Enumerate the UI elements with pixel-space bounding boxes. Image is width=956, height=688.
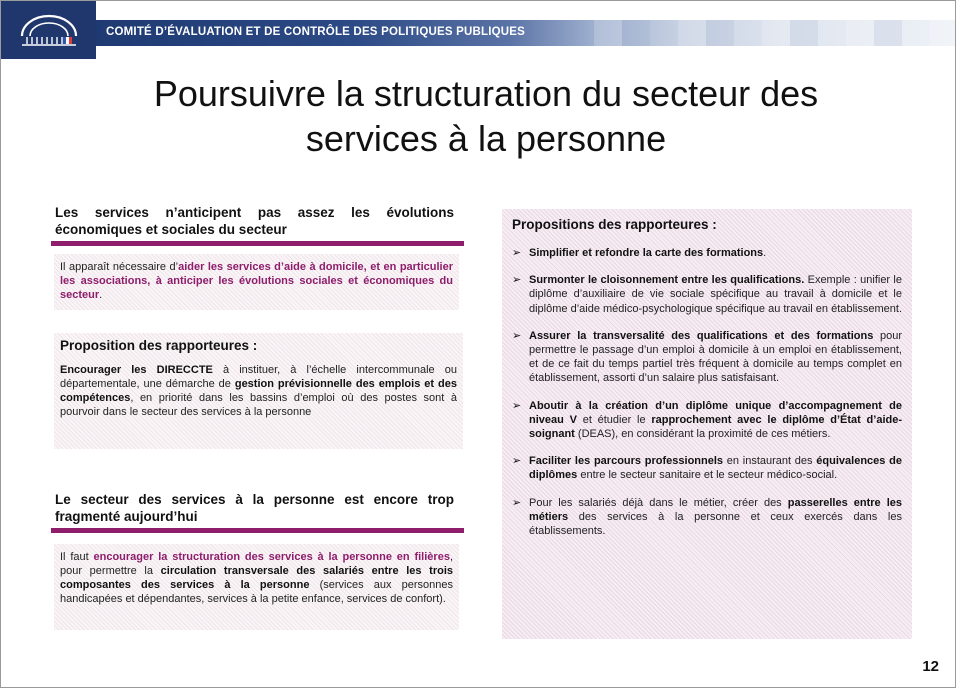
prop1-text: . <box>763 247 767 259</box>
proposition-item <box>512 454 902 482</box>
slide-title-line1: Poursuivre la structuration du secteur des <box>153 73 819 114</box>
proposition1-box <box>54 333 463 449</box>
prop4-bold-2: rapprochement avec le diplôme d’État d’aide-soignant <box>529 413 903 441</box>
prop2-text: Exemple : unifier le diplôme d’auxiliaire de vie sociale spécifique au travail à domicile et le diplôme d’aide médico-psychologique spécifique au travail en établissement. <box>529 274 902 315</box>
header-band <box>96 20 956 46</box>
proposition1-bold-1: Encourager les DIRECCTE <box>60 364 213 376</box>
logo <box>1 1 96 59</box>
proposition-item <box>512 273 902 316</box>
section1-text-a: Il apparaît nécessaire d’ <box>60 261 179 273</box>
prop5-bold-2: équivalences de diplômes <box>529 455 902 482</box>
proposition-item <box>512 496 902 539</box>
section2-highlight-2: encourager la structuration des services à la personne en filières <box>93 551 450 563</box>
section1-rule <box>51 241 464 246</box>
section2-text-1: Il faut <box>60 551 94 563</box>
prop4-text-2: (DEAS), en considérant la proximité de ces métiers. <box>574 428 831 441</box>
section2-text-5: (services aux personnes handicapées et dépendantes, services à la petite enfance, services de confort). <box>60 579 454 605</box>
hemicycle-logo-icon <box>18 8 80 50</box>
header-title: COMITÉ D’ÉVALUATION ET DE CONTRÔLE DES POLITIQUES PUBLIQUES <box>106 26 526 38</box>
arrow-bullet-icon: ➢ <box>512 329 522 342</box>
arrow-bullet-icon: ➢ <box>512 455 522 468</box>
proposition1-heading: Proposition des rapporteures : <box>60 338 258 353</box>
proposition1-text <box>60 363 457 419</box>
header-tiles <box>566 20 956 46</box>
proposition-item <box>512 246 902 260</box>
proposition1-text-2: à instituer, à l’échelle intercommunale ou départementale, une démarche de <box>60 364 457 390</box>
section2-bold-4: circulation transversale des salariés entre les trois composantes des services à la personne <box>60 565 454 591</box>
page-number: 12 <box>922 658 939 675</box>
arrow-bullet-icon: ➢ <box>512 247 522 259</box>
section1-text-c: . <box>99 289 103 301</box>
section1-heading: Les services n’anticipent pas assez les évolutions économiques et sociales du secteur <box>55 205 454 237</box>
prop3-text: pour permettre le passage d’un emploi à domicile à un emploi en établissement, et de ce fait du temps partiel très fréquent à domicile au temps complet en établissement, assorti d’un salaire plus satisfaisant. <box>529 329 902 385</box>
slide-title <box>61 71 911 161</box>
prop5-text-2: entre le secteur sanitaire et le secteur médico-social. <box>577 469 838 482</box>
section1-paragraph <box>54 254 459 310</box>
section2-text-3: , pour permettre la <box>60 551 453 577</box>
propositions-box <box>502 209 912 639</box>
prop5-bold-1: Faciliter les parcours professionnels <box>529 455 724 468</box>
prop6-text-2: des services à la personne et ceux exercés dans les établissements. <box>529 510 902 538</box>
propositions-heading: Propositions des rapporteures : <box>512 217 717 232</box>
arrow-bullet-icon: ➢ <box>512 274 522 287</box>
prop4-text-1: et étudier le <box>576 413 652 426</box>
prop3-bold: Assurer la transversalité des qualifications et des formations <box>529 329 874 342</box>
section2-heading: Le secteur des services à la personne est encore trop fragmenté aujourd’hui <box>55 492 454 524</box>
prop1-bold: Simplifier et refondre la carte des formations <box>529 247 764 259</box>
proposition-item <box>512 329 902 386</box>
section2-paragraph <box>54 544 459 630</box>
proposition1-text-4: , en priorité dans les bassins d’emploi où des postes sont à pourvoir dans le secteur des services à la personne <box>60 392 457 418</box>
proposition-item <box>512 399 902 442</box>
section1-highlight: aider les services d’aide à domicile, et en particulier les associations, à anticiper les évolutions sociales et économiques du secteur <box>60 261 453 301</box>
prop6-text-1: Pour les salariés déjà dans le métier, créer des <box>529 496 788 509</box>
arrow-bullet-icon: ➢ <box>512 496 522 509</box>
prop5-text-1: en instaurant des <box>723 455 817 468</box>
prop4-bold-1: Aboutir à la création d’un diplôme unique d’accompagnement de niveau V <box>529 399 902 426</box>
prop2-bold: Surmonter le cloisonnement entre les qualifications. <box>529 274 805 287</box>
arrow-bullet-icon: ➢ <box>512 399 522 412</box>
section2-rule <box>51 528 464 533</box>
proposition1-bold-3: gestion prévisionnelle des emplois et des compétences <box>60 378 457 404</box>
slide-title-line2: services à la personne <box>305 118 667 159</box>
prop6-bold: passerelles entre les métiers <box>529 496 902 523</box>
